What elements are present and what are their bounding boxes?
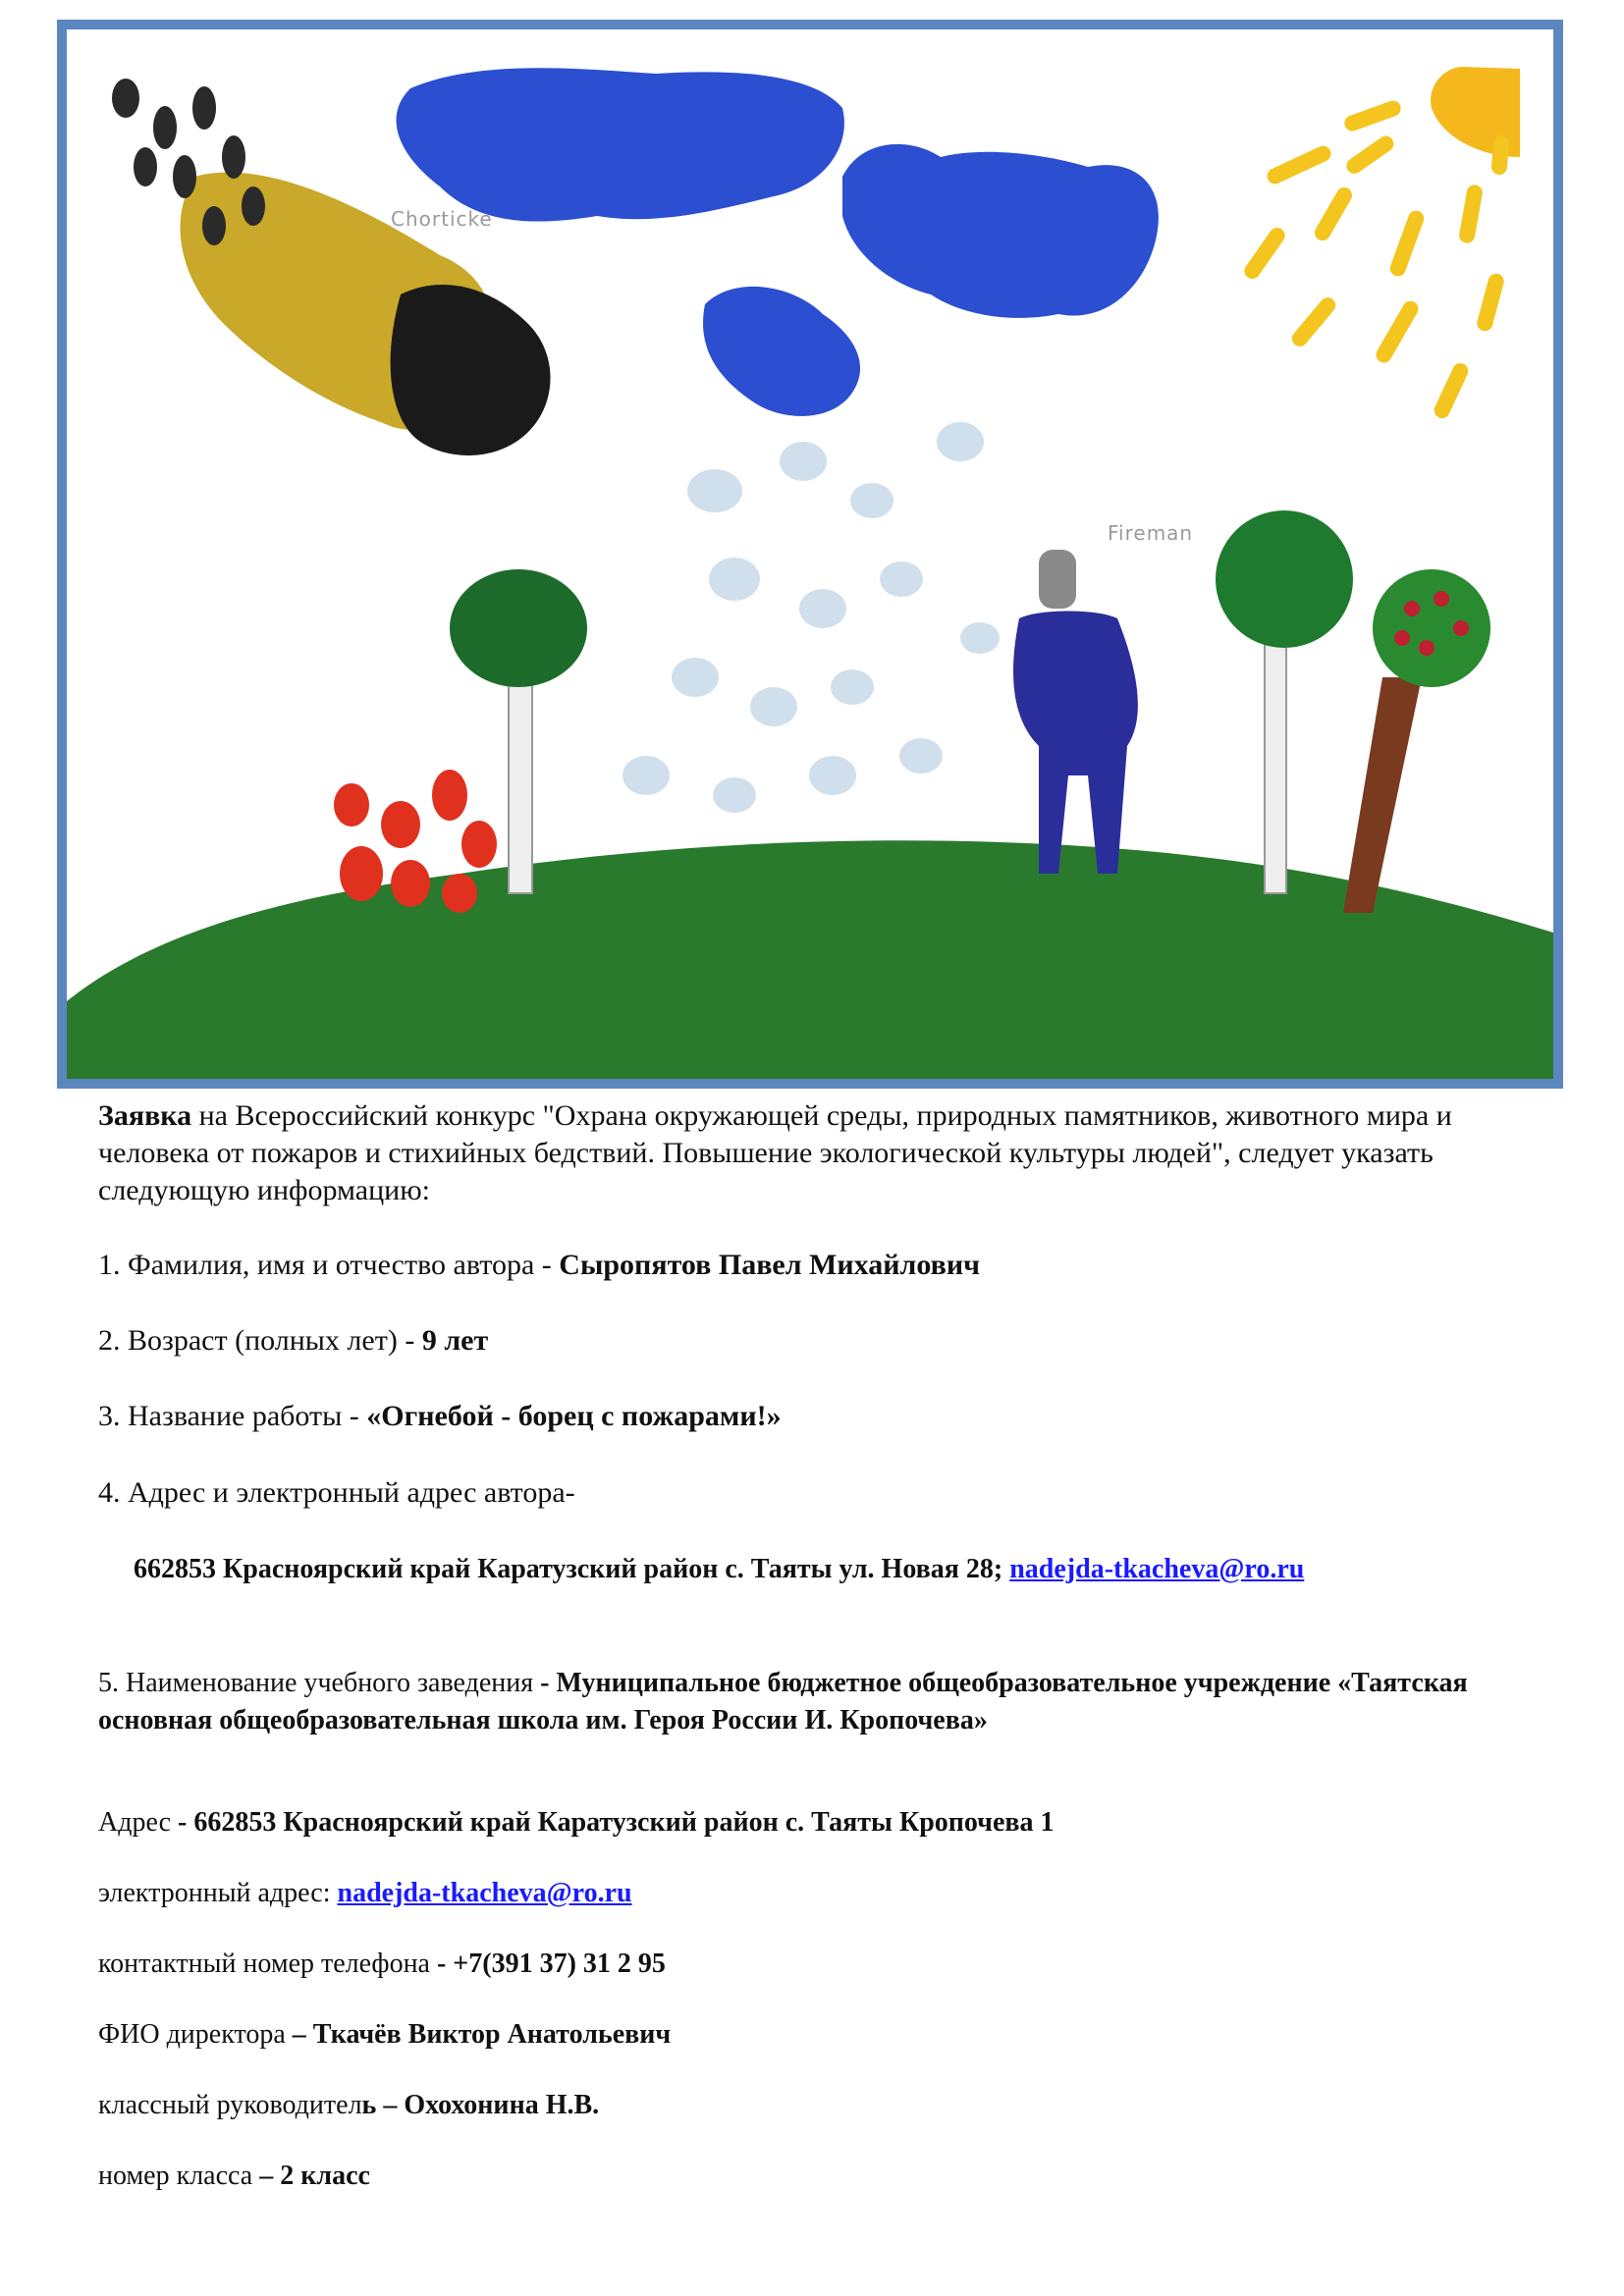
item-title-value: «Огнебой - борец с пожарами!» — [366, 1400, 782, 1432]
school-class-value: – 2 класс — [259, 2161, 370, 2191]
blue-cloud-right — [842, 144, 1159, 318]
water-drops — [623, 422, 1000, 813]
school-class-label: номер класса — [98, 2161, 260, 2191]
red-flowers — [334, 770, 497, 913]
item-title-label: 3. Название работы - — [98, 1400, 367, 1432]
item-age — [98, 1322, 1532, 1360]
school-teacher-value: ь – Охохонина Н.В. — [361, 2090, 600, 2120]
school-phone-label: контактный номер телефона — [98, 1949, 437, 1979]
item-school-value: - Муниципальное бюджетное общеобразовательное учреждение «Таятская основная общеобразовательная школа им. Героя России И. Кропочева» — [98, 1668, 1468, 1735]
item-address-value: 662853 Красноярский край Каратузский район с. Таяты ул. Новая 28; — [134, 1554, 1010, 1584]
school-email-label: электронный адрес: — [98, 1878, 338, 1908]
right-tree-green — [1216, 510, 1353, 893]
school-address-label: Адрес — [98, 1807, 179, 1838]
item-address-label: 4. Адрес и электронный адрес автора- — [98, 1476, 575, 1509]
item-author — [98, 1247, 1532, 1284]
author-email-link[interactable]: nadejda-tkacheva@ro.ru — [1009, 1554, 1305, 1584]
item-school — [98, 1665, 1532, 1739]
school-address — [98, 1804, 1532, 1842]
school-email — [98, 1875, 1532, 1912]
school-director-value: – Ткачёв Виктор Анатольевич — [292, 2019, 672, 2050]
school-address-value: - 662853 Красноярский край Каратузский район с. Таяты Кропочева 1 — [178, 1807, 1055, 1838]
apple-tree — [1343, 569, 1490, 913]
green-hill — [67, 840, 1553, 1079]
school-teacher-label: классный руководител — [98, 2090, 362, 2120]
school-teacher — [98, 2087, 1532, 2124]
item-author-value: Сыропятов Павел Михайлович — [559, 1249, 981, 1281]
item-school-label: 5. Наименование учебного заведения — [98, 1668, 541, 1698]
school-director — [98, 2016, 1532, 2054]
school-phone — [98, 1946, 1532, 1983]
intro-bold: Заявка — [98, 1099, 192, 1132]
item-age-value: 9 лет — [421, 1324, 489, 1357]
school-phone-value: - +7(391 37) 31 2 95 — [436, 1949, 666, 1979]
intro-rest: на Всероссийский конкурс "Охрана окружающей среды, природных памятников, животного мира и человека от пожаров и стихийных бедствий. Повышение экологической культуры людей", следует указать следующую информацию: — [98, 1099, 1452, 1206]
item-age-label: 2. Возраст (полных лет) - — [98, 1324, 422, 1357]
blue-cloud-left — [397, 68, 844, 221]
fireman — [1013, 521, 1193, 874]
item-address — [134, 1551, 1567, 1588]
school-email-link[interactable]: nadejda-tkacheva@ro.ru — [337, 1878, 632, 1908]
item-author-label: 1. Фамилия, имя и отчество автора - — [98, 1249, 560, 1281]
fireman-label: Fireman — [1108, 521, 1194, 545]
intro-paragraph — [98, 1097, 1532, 1209]
school-director-label: ФИО директора — [98, 2019, 293, 2050]
child-drawing — [67, 29, 1553, 1079]
item-title — [98, 1398, 1532, 1435]
blue-cloud-small — [703, 287, 860, 416]
monster-label: Chorticke — [391, 207, 493, 231]
drawing-frame — [57, 20, 1563, 1089]
sun — [1241, 67, 1520, 421]
school-class — [98, 2158, 1532, 2195]
